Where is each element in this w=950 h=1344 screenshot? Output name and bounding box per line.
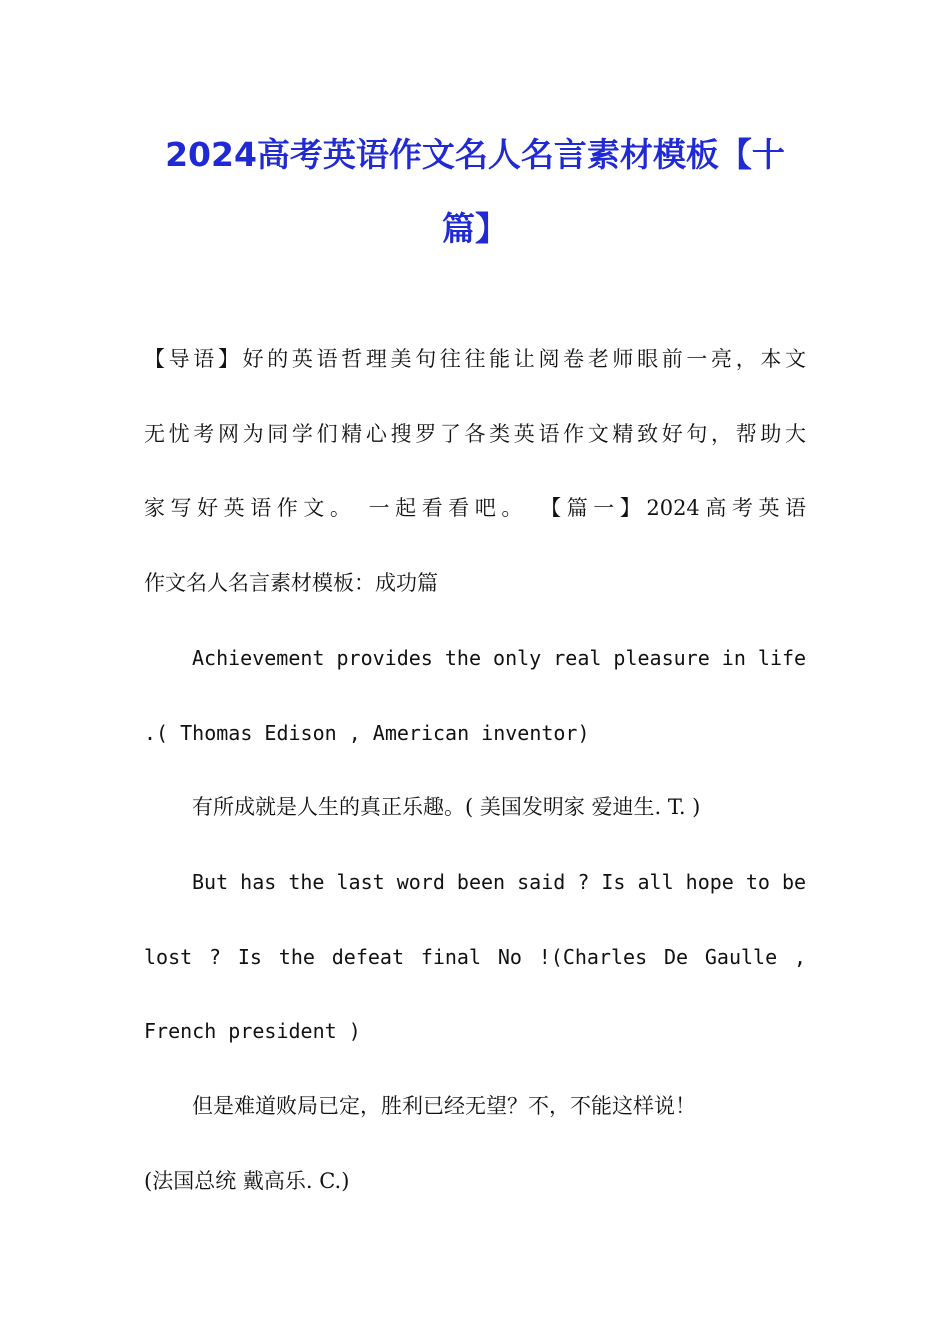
intro-line-1: 【导语】好的英语哲理美句往往能让阅卷老师眼前一亮，本文 — [144, 347, 806, 371]
section-heading-line: 作文名人名言素材模板：成功篇 — [144, 571, 438, 595]
title-line-2: 篇】 — [442, 209, 508, 248]
quote-2-english-line-2: lost ? Is the defeat final No !(Charles De Gaulle , — [144, 945, 806, 969]
quote-2-english-line-3: French president ) — [144, 1019, 361, 1043]
quote-2-chinese-line-2: (法国总统 戴高乐. C.) — [144, 1169, 350, 1193]
quote-1-chinese: 有所成就是人生的真正乐趣。( 美国发明家 爱迪生. T. ) — [192, 795, 701, 819]
quote-2-english-line-1: But has the last word been said ? Is all hope to be — [192, 870, 807, 894]
quote-1-english-line-2: .( Thomas Edison , American inventor) — [144, 721, 590, 745]
document-title — [130, 118, 820, 266]
title-line-1: 2024高考英语作文名人名言素材模板【十 — [165, 135, 785, 174]
intro-line-2: 无忧考网为同学们精心搜罗了各类英语作文精致好句，帮助大 — [144, 422, 806, 446]
quote-2-chinese-line-1: 但是难道败局已定，胜利已经无望？不，不能这样说！ — [192, 1094, 696, 1118]
quote-1-english-line-1: Achievement provides the only real pleasure in life — [192, 646, 807, 670]
intro-line-3: 家写好英语作文。 一起看看吧。 【篇一】2024高考英语 — [144, 496, 806, 520]
